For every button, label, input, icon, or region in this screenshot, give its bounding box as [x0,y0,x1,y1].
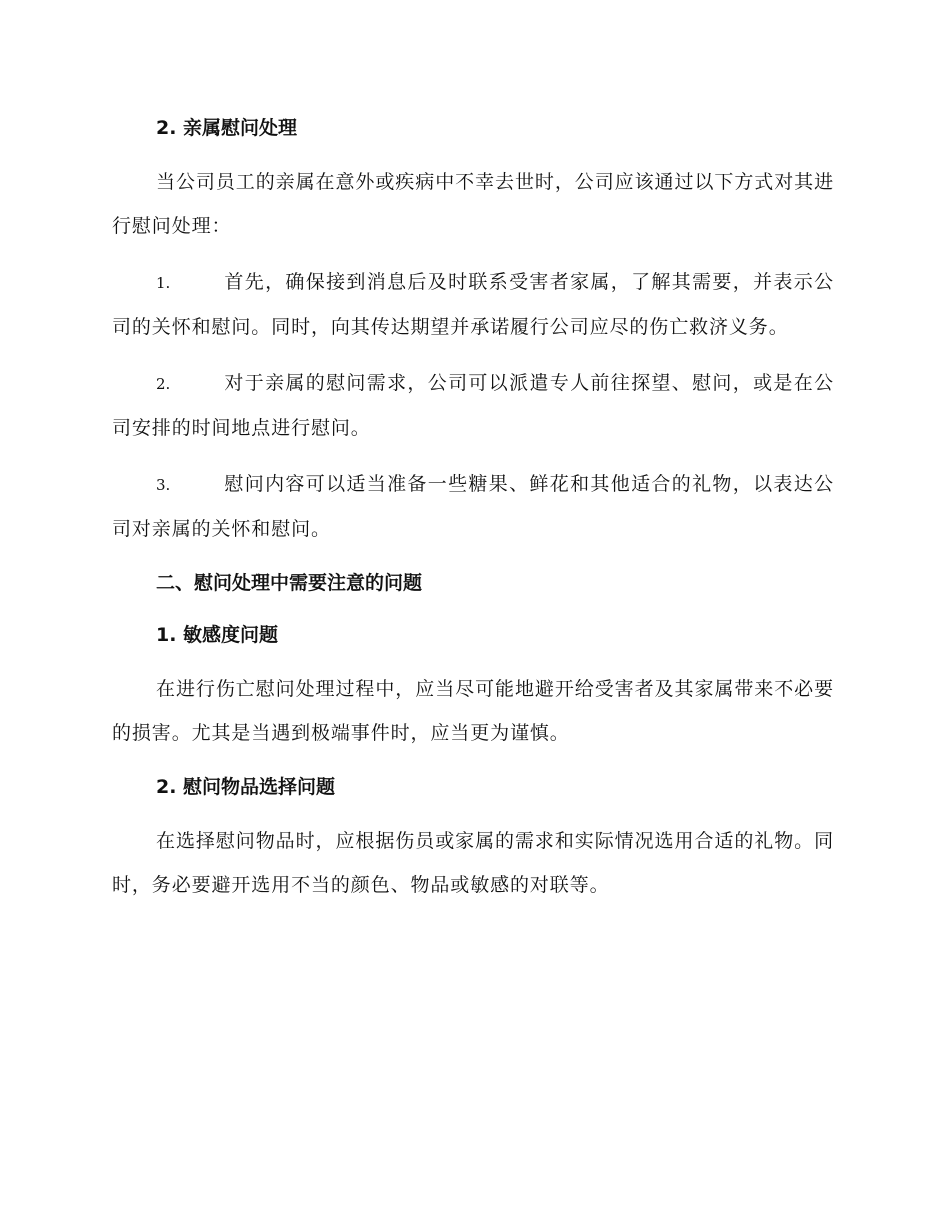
sensitivity-paragraph: 在进行伤亡慰问处理过程中，应当尽可能地避开给受害者及其家属带来不必要的损害。尤其是当遇到极端事件时，应当更为谨慎。 [112,678,834,744]
list-item-text: 对于亲属的慰问需求，公司可以派遣专人前往探望、慰问，或是在公司安排的时间地点进行慰问。 [112,372,834,439]
subsection-heading-sensitivity: 1. 敏感度问题 [156,624,279,646]
section-intro-paragraph: 当公司员工的亲属在意外或疾病中不幸去世时，公司应该通过以下方式对其进行慰问处理： [112,171,834,237]
gift-selection-paragraph: 在选择慰问物品时，应根据伤员或家属的需求和实际情况选用合适的礼物。同时，务必要避开选用不当的颜色、物品或敏感的对联等。 [112,830,834,896]
list-item-2 [112,361,834,450]
list-number: 3. [156,476,171,494]
subsection-heading-gift-selection: 2. 慰问物品选择问题 [156,776,336,798]
list-number: 1. [156,274,171,292]
list-number: 2. [156,375,171,393]
part-heading-attention-issues: 二、慰问处理中需要注意的问题 [156,572,423,594]
document-body [112,108,834,919]
list-item-text: 首先，确保接到消息后及时联系受害者家属，了解其需要，并表示公司的关怀和慰问。同时，向其传达期望并承诺履行公司应尽的伤亡救济义务。 [112,271,834,338]
list-item-1 [112,260,834,349]
list-item-text: 慰问内容可以适当准备一些糖果、鲜花和其他适合的礼物，以表达公司对亲属的关怀和慰问。 [112,473,834,540]
list-item-3 [112,462,834,551]
section-heading-relatives-condolence: 2. 亲属慰问处理 [156,117,298,139]
